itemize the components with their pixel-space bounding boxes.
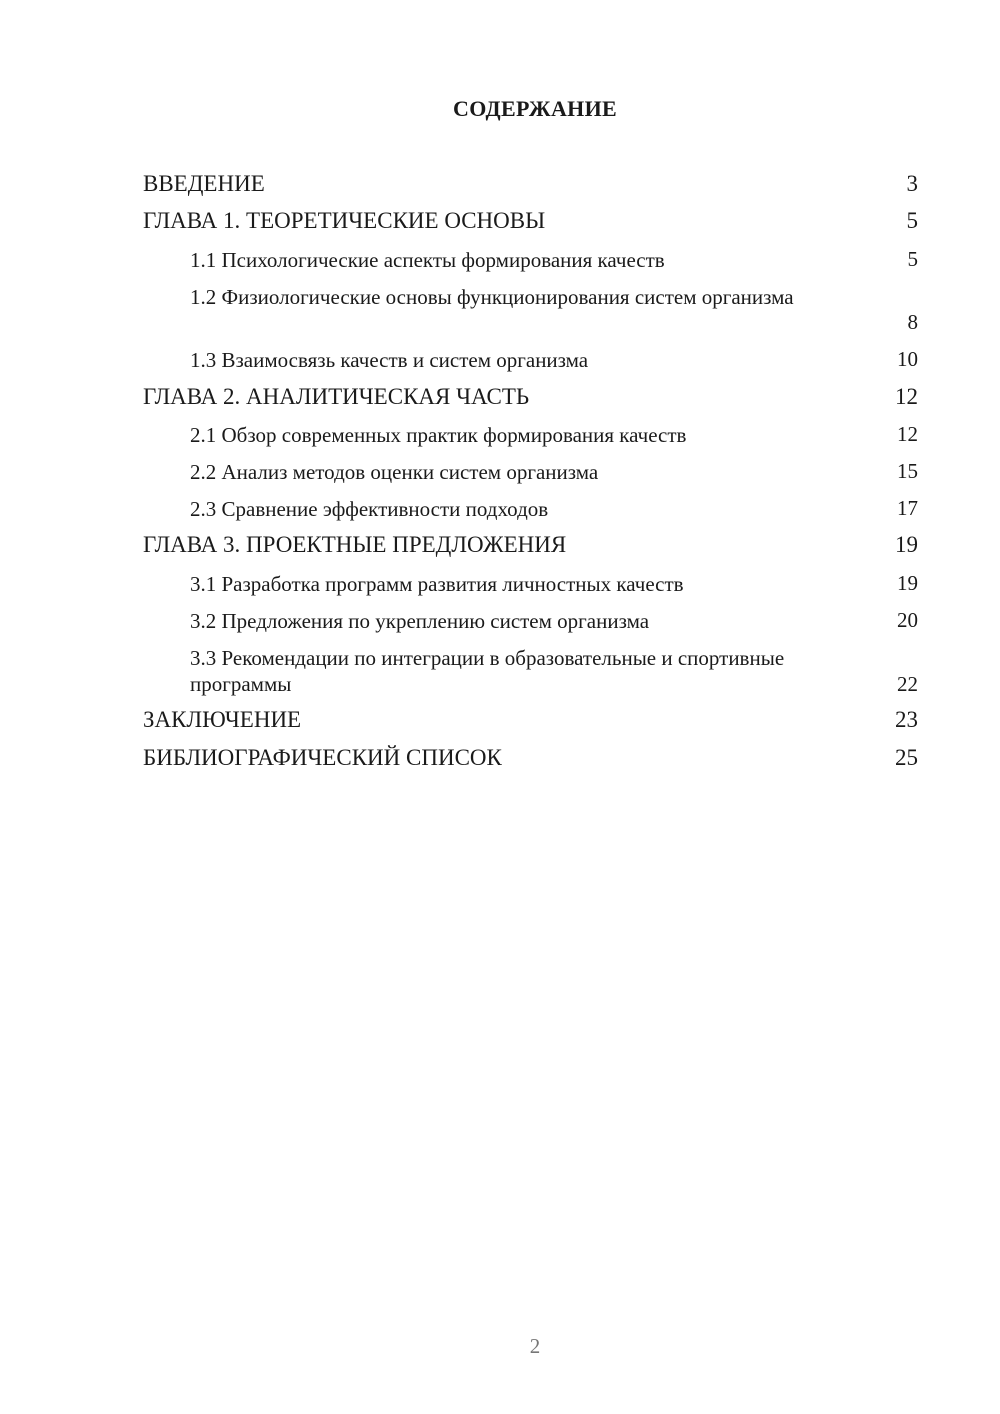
- toc-label: 3.3 Рекомендации по интеграции в образовательные и спортивные программы: [190, 646, 785, 696]
- page-title: СОДЕРЖАНИЕ: [453, 96, 617, 121]
- toc-label: 3.1 Разработка программ развития личностных качеств: [190, 572, 684, 596]
- toc-label: ВВЕДЕНИЕ: [143, 171, 265, 196]
- toc-page: 23: [895, 707, 918, 732]
- toc-label: ГЛАВА 1. ТЕОРЕТИЧЕСКИЕ ОСНОВЫ: [143, 208, 546, 233]
- toc-label: ЗАКЛЮЧЕНИЕ: [143, 707, 302, 732]
- toc-page: 12: [897, 422, 918, 446]
- toc-label: 2.2 Анализ методов оценки систем организма: [190, 460, 599, 484]
- toc-page: 19: [895, 532, 918, 557]
- toc-label: 2.3 Сравнение эффективности подходов: [190, 497, 549, 521]
- toc-page: 25: [895, 745, 918, 770]
- toc-label: 1.2 Физиологические основы функционирования систем организма: [190, 285, 794, 309]
- toc-page: 3: [906, 171, 918, 196]
- toc-page: 17: [897, 496, 918, 520]
- page-number: 2: [529, 1334, 541, 1358]
- toc-page: 19: [897, 571, 918, 595]
- toc-page: 5: [907, 247, 918, 271]
- toc-page: 20: [897, 608, 918, 632]
- toc-label: 2.1 Обзор современных практик формирования качеств: [190, 423, 687, 447]
- toc-label: БИБЛИОГРАФИЧЕСКИЙ СПИСОК: [143, 745, 502, 770]
- toc-page: 22: [897, 672, 918, 696]
- toc-page: 5: [906, 208, 918, 233]
- toc-label: ГЛАВА 3. ПРОЕКТНЫЕ ПРЕДЛОЖЕНИЯ: [143, 532, 567, 557]
- toc-label: 3.2 Предложения по укреплению систем организма: [190, 609, 650, 633]
- toc-label: 1.3 Взаимосвязь качеств и систем организма: [190, 348, 589, 372]
- toc-page: 8: [907, 310, 918, 334]
- toc-label: 1.1 Психологические аспекты формирования качеств: [190, 248, 665, 272]
- toc-page: 12: [895, 384, 918, 409]
- toc-page: 15: [897, 459, 918, 483]
- toc-page: 10: [897, 347, 918, 371]
- toc-label: ГЛАВА 2. АНАЛИТИЧЕСКАЯ ЧАСТЬ: [143, 384, 530, 409]
